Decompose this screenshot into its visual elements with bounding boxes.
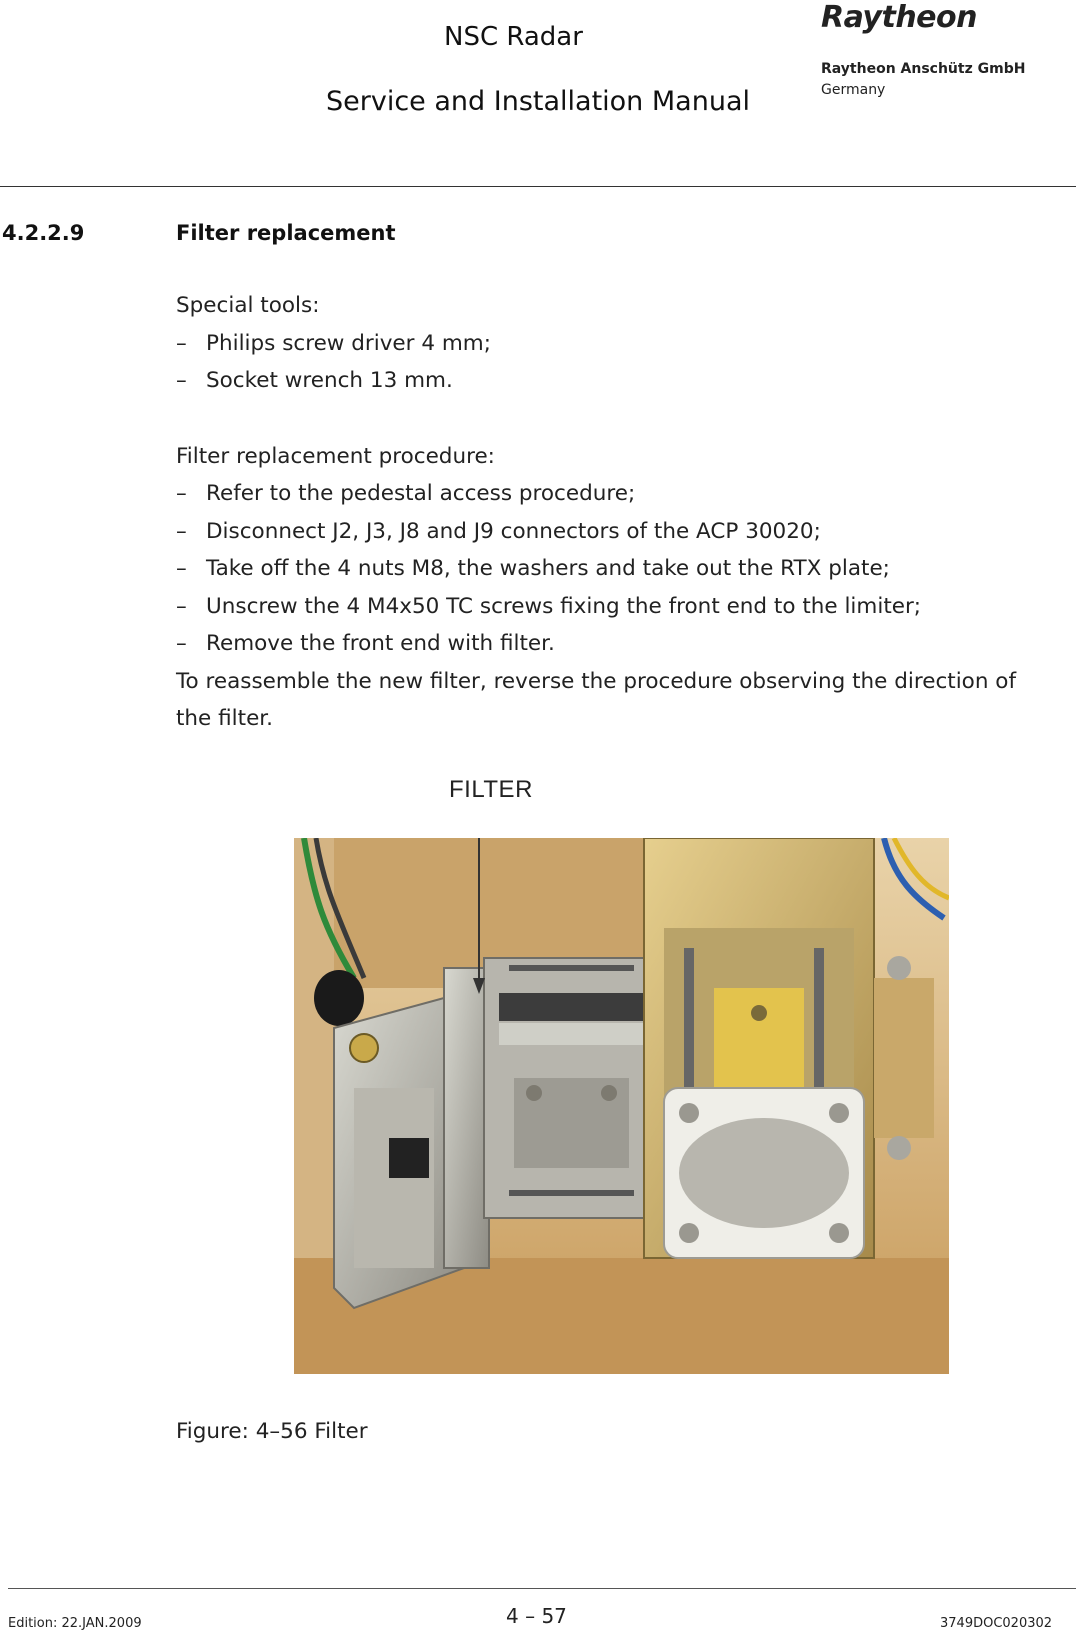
section-number: 4.2.2.9 (2, 221, 85, 245)
list-item (176, 475, 1056, 513)
list-item (176, 513, 1056, 551)
list-dash: – (176, 481, 187, 506)
list-dash: – (176, 556, 187, 581)
tools-heading: Special tools: (176, 293, 320, 318)
list-item (176, 588, 1056, 626)
document-title: NSC Radar (444, 22, 583, 52)
filter-callout-label: FILTER (449, 776, 533, 803)
procedure-heading: Filter replacement procedure: (176, 443, 495, 469)
list-item (176, 625, 1056, 663)
procedure-step: Take off the 4 nuts M8, the washers and take out the RTX plate; (206, 556, 890, 581)
list-item (176, 550, 1056, 588)
list-dash: – (176, 368, 187, 393)
procedure-step: Remove the front end with filter. (206, 631, 555, 656)
procedure-step: Disconnect J2, J3, J8 and J9 connectors of the ACP 30020; (206, 518, 821, 544)
list-dash: – (176, 593, 187, 619)
document-subtitle: Service and Installation Manual (326, 86, 750, 117)
procedure-step: Refer to the pedestal access procedure; (206, 481, 636, 506)
tool-item: Philips screw driver 4 mm; (206, 330, 491, 356)
section-title: Filter replacement (176, 221, 396, 245)
spacer (176, 400, 1056, 438)
header-divider (0, 186, 1076, 187)
filter-photo (294, 838, 949, 1374)
tool-item: Socket wrench 13 mm. (206, 368, 453, 393)
list-dash: – (176, 518, 187, 544)
list-dash: – (176, 631, 187, 656)
list-dash: – (176, 330, 187, 356)
footer-divider (8, 1588, 1076, 1589)
figure-caption: Figure: 4–56 Filter (176, 1419, 368, 1444)
page-number: 4 – 57 (506, 1604, 567, 1628)
section-body (176, 287, 1056, 738)
company-name: Raytheon Anschütz GmbH (821, 61, 1026, 77)
raytheon-logo: Raytheon (821, 0, 977, 35)
list-item (176, 362, 1056, 400)
company-country: Germany (821, 82, 886, 98)
document-number: 3749DOC020302 (940, 1616, 1053, 1631)
procedure-step: Unscrew the 4 M4x50 TC screws fixing the front end to the limiter; (206, 593, 922, 619)
edition-date: Edition: 22.JAN.2009 (8, 1616, 142, 1631)
list-item (176, 325, 1056, 363)
closing-paragraph: To reassemble the new filter, reverse the procedure observing the direction of the filter. (176, 668, 1017, 731)
